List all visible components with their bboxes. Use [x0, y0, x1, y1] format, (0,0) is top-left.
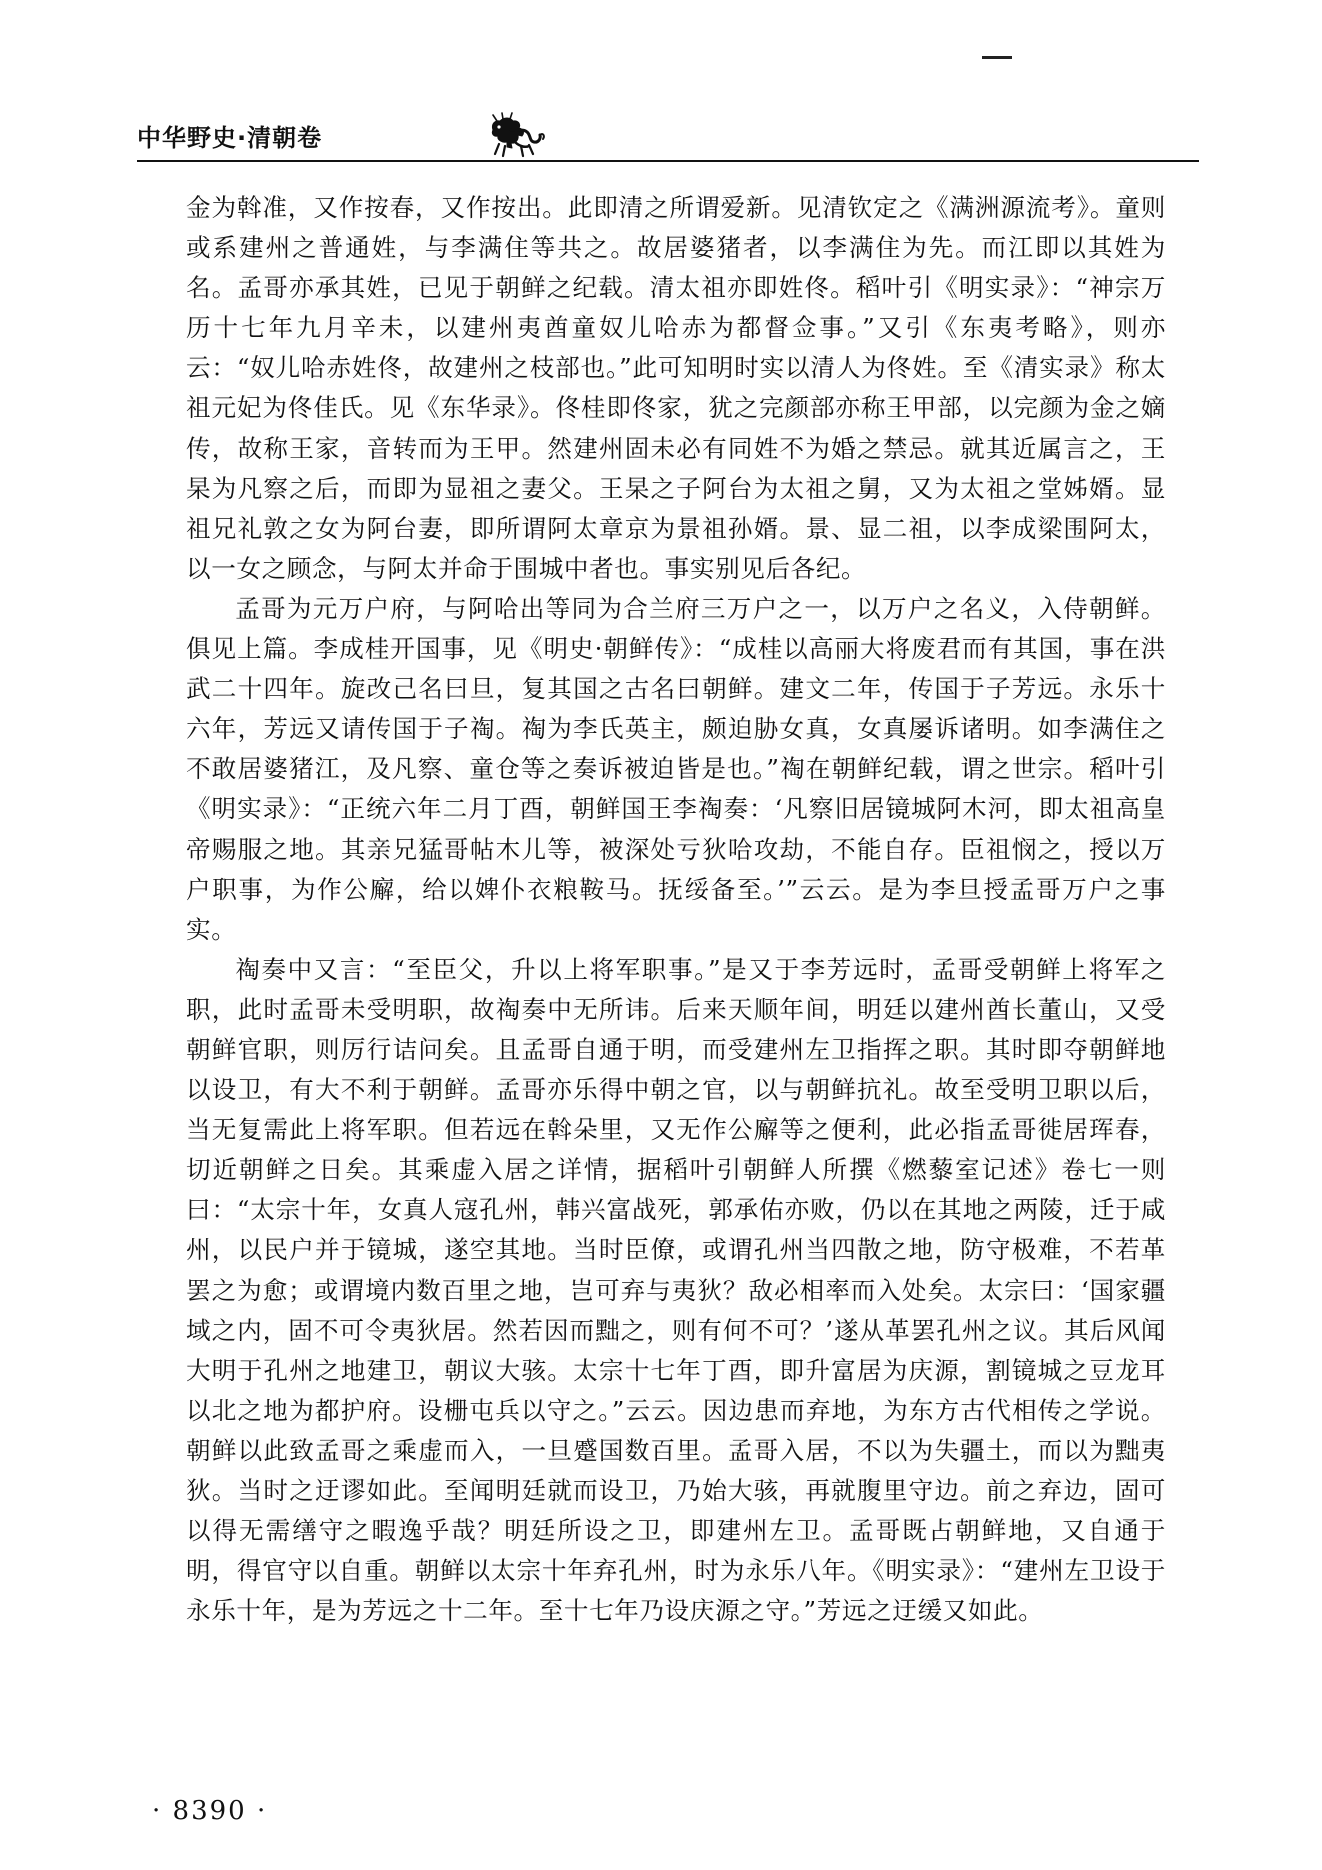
header-rule [137, 160, 1199, 162]
body-text [186, 188, 1166, 1631]
paragraph: 金为斡准，又作按春，又作按出。此即清之所谓爱新。见清钦定之《满洲源流考》。童则或系建州之普通姓，与李满住等共之。故居婆猪者，以李满住为先。而江即以其姓为名。孟哥亦承其姓，已见于朝鲜之纪载。清太祖亦即姓佟。稻叶引《明实录》：“神宗万历十七年九月辛未，以建州夷酋童奴儿哈赤为都督佥事。”又引《东夷考略》，则亦云：“奴儿哈赤姓佟，故建州之枝部也。”此可知明时实以清人为佟姓。至《清实录》称太祖元妃为佟佳氏。见《东华录》。佟桂即佟家，犹之完颜部亦称王甲部，以完颜为金之嫡传，故称王家，音转而为王甲。然建州固未必有同姓不为婚之禁忌。就其近属言之，王杲为凡察之后，而即为显祖之妻父。王杲之子阿台为太祖之舅，又为太祖之堂姊婿。显祖兄礼敦之女为阿台妻，即所谓阿太章京为景祖孙婿。景、显二祖，以李成梁围阿太，以一女之顾念，与阿太并命于围城中者也。事实别见后各纪。 [186, 193, 1166, 583]
series-title: 中华野史·清朝卷 [137, 124, 323, 152]
page-header [137, 112, 1199, 170]
paragraph: 祹奏中又言：“至臣父，升以上将军职事。”是又于李芳远时，孟哥受朝鲜上将军之职，此时孟哥未受明职，故祹奏中无所讳。后来天顺年间，明廷以建州酋长董山，又受朝鲜官职，则厉行诘问矣。且孟哥自通于明，而受建州左卫指挥之职。其时即夺朝鲜地以设卫，有大不利于朝鲜。孟哥亦乐得中朝之官，以与朝鲜抗礼。故至受明卫职以后，当无复需此上将军职。但若远在斡朵里，又无作公廨等之便利，此必指孟哥徙居珲春，切近朝鲜之日矣。其乘虚入居之详情，据稻叶引朝鲜人所撰《燃藜室记述》卷七一则曰：“太宗十年，女真人寇孔州，韩兴富战死，郭承佑亦败，仍以在其地之两陵，迁于咸州，以民户并于镜城，遂空其地。当时臣僚，或谓孔州当四散之地，防守极难，不若革罢之为愈；或谓境内数百里之地，岂可弃与夷狄？敌必相率而入处矣。太宗曰：‘国家疆域之内，固不可令夷狄居。然若因而黜之，则有何不可？’遂从革罢孔州之议。其后风闻大明于孔州之地建卫，朝议大骇。太宗十七年丁酉，即升富居为庆源，割镜城之豆龙耳以北之地为都护府。设栅屯兵以守之。”云云。因边患而弃地，为东方古代相传之学说。朝鲜以此致孟哥之乘虚而入，一旦蹙国数百里。孟哥入居，不以为失疆土，而以为黜夷狄。当时之迂谬如此。至闻明廷就而设卫，乃始大骇，再就腹里守边。前之弃边，固可以得无需缮守之暇逸乎哉？明廷所设之卫，即建州左卫。孟哥既占朝鲜地，又自通于明，得官守以自重。朝鲜以太宗十年弃孔州，时为永乐八年。《明实录》：“建州左卫设于永乐十年，是为芳远之十二年。至十七年乃设庆源之守。”芳远之迂缓又如此。 [186, 954, 1166, 1626]
page-number: · 8390 · [152, 1796, 268, 1826]
top-corner-mark [982, 56, 1012, 59]
dragon-icon [485, 112, 547, 160]
paragraph: 孟哥为元万户府，与阿哈出等同为合兰府三万户之一，以万户之名义，入侍朝鲜。俱见上篇。李成桂开国事，见《明史·朝鲜传》：“成桂以高丽大将废君而有其国，事在洪武二十四年。旋改己名曰旦，复其国之古名曰朝鲜。建文二年，传国于子芳远。永乐十六年，芳远又请传国于子祹。祹为李氏英主，颇迫胁女真，女真屡诉诸明。如李满住之不敢居婆猪江，及凡察、童仓等之奏诉被迫皆是也。”祹在朝鲜纪载，谓之世宗。稻叶引《明实录》：“正统六年二月丁酉，朝鲜国王李祹奏：‘凡察旧居镜城阿木河，即太祖高皇帝赐服之地。其亲兄猛哥帖木儿等，被深处亏狄哈攻劫，不能自存。臣祖悯之，授以万户职事，为作公廨，给以婢仆衣粮鞍马。抚绥备至。’”云云。是为李旦授孟哥万户之事实。 [186, 593, 1166, 944]
